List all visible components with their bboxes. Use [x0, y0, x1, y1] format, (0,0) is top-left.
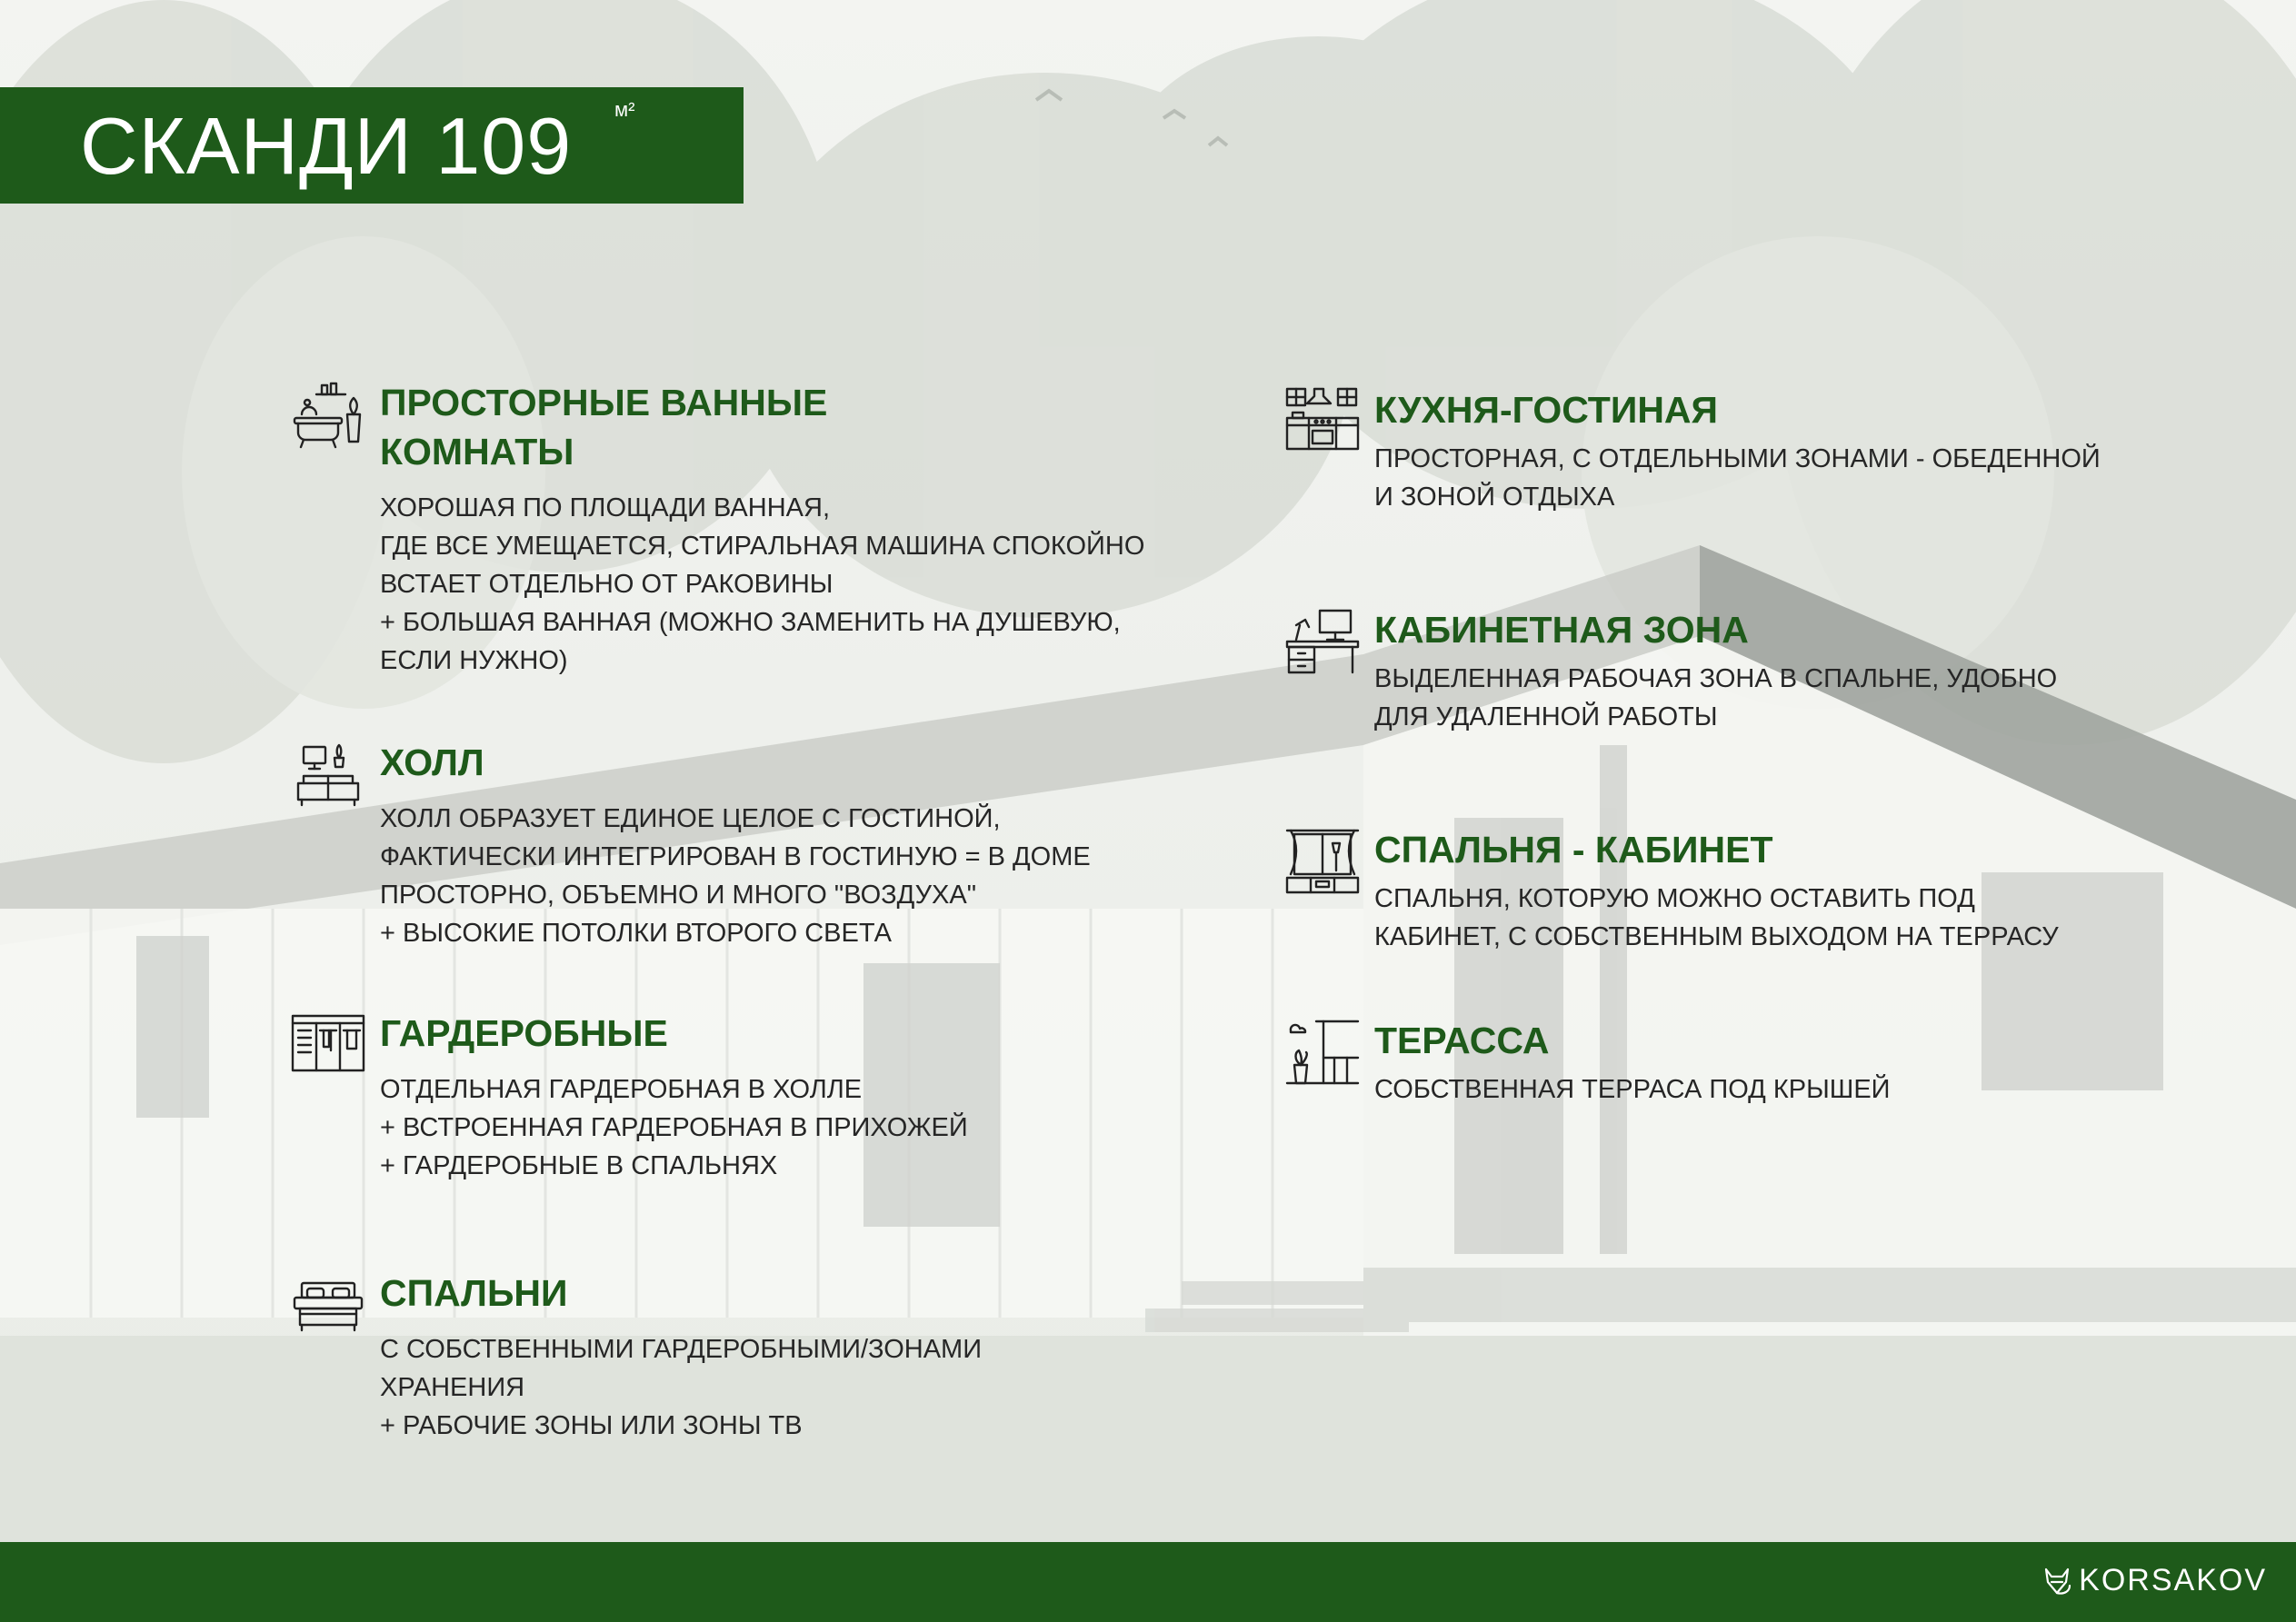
- bed-icon: [289, 1269, 367, 1347]
- feature-desc-line: + ГАРДЕРОБНЫЕ В СПАЛЬНЯХ: [380, 1151, 778, 1180]
- desk-computer-icon: [1283, 605, 1362, 683]
- area-unit: м²: [614, 98, 635, 121]
- feature-desc-line: ПРОСТОРНО, ОБЪЕМНО И МНОГО "ВОЗДУХА": [380, 881, 977, 910]
- feature-title-line: ПРОСТОРНЫЕ ВАННЫЕ: [380, 382, 828, 423]
- brand-name: KORSAKOV: [2079, 1562, 2267, 1597]
- title-banner: [0, 87, 744, 204]
- feature-desc-line: ХОЛЛ ОБРАЗУЕТ ЕДИНОЕ ЦЕЛОЕ С ГОСТИНОЙ,: [380, 804, 1001, 833]
- feature-title: КУХНЯ-ГОСТИНАЯ: [1374, 389, 1719, 431]
- feature-desc-line: СПАЛЬНЯ, КОТОРУЮ МОЖНО ОСТАВИТЬ ПОД: [1374, 884, 1975, 913]
- feature-desc-line: И ЗОНОЙ ОТДЫХА: [1374, 483, 1615, 512]
- feature-desc-line: С СОБСТВЕННЫМИ ГАРДЕРОБНЫМИ/ЗОНАМИ: [380, 1335, 983, 1364]
- feature-desc-line: ПРОСТОРНАЯ, С ОТДЕЛЬНЫМИ ЗОНАМИ - ОБЕДЕННОЙ: [1374, 444, 2101, 473]
- feature-desc-line: ЕСЛИ НУЖНО): [380, 646, 568, 675]
- feature-desc-line: КАБИНЕТ, С СОБСТВЕННЫМ ВЫХОДОМ НА ТЕРРАСУ: [1374, 922, 2059, 951]
- feature-title: ХОЛЛ: [380, 741, 484, 783]
- feature-title: СПАЛЬНЯ - КАБИНЕТ: [1374, 829, 1773, 871]
- page-title: СКАНДИ 109: [80, 101, 573, 191]
- feature-desc-line: СОБСТВЕННАЯ ТЕРРАСА ПОД КРЫШЕЙ: [1374, 1075, 1891, 1104]
- sofa-tv-icon: [289, 738, 367, 816]
- feature-desc-line: + РАБОЧИЕ ЗОНЫ ИЛИ ЗОНЫ ТВ: [380, 1411, 803, 1440]
- feature-title: ТЕРАССА: [1374, 1020, 1550, 1061]
- wardrobe-icon: [289, 1009, 367, 1087]
- feature-title: СПАЛЬНИ: [380, 1272, 568, 1314]
- window-curtains-icon: [1283, 825, 1362, 903]
- kitchen-icon: [1283, 385, 1362, 463]
- feature-desc-line: + ВСТРОЕННАЯ ГАРДЕРОБНАЯ В ПРИХОЖЕЙ: [380, 1113, 968, 1142]
- feature-title-line: КОМНАТЫ: [380, 431, 574, 473]
- feature-desc-line: + ВЫСОКИЕ ПОТОЛКИ ВТОРОГО СВЕТА: [380, 919, 892, 948]
- feature-title: ГАРДЕРОБНЫЕ: [380, 1012, 668, 1054]
- feature-desc-line: ГДЕ ВСЕ УМЕЩАЕТСЯ, СТИРАЛЬНАЯ МАШИНА СПОКОЙНО: [380, 532, 1145, 561]
- fox-logo-icon: [2039, 1562, 2075, 1598]
- feature-desc-line: ВСТАЕТ ОТДЕЛЬНО ОТ РАКОВИНЫ: [380, 570, 834, 599]
- feature-title: КАБИНЕТНАЯ ЗОНА: [1374, 609, 1749, 651]
- feature-desc-line: + БОЛЬШАЯ ВАННАЯ (МОЖНО ЗАМЕНИТЬ НА ДУШЕВУЮ,: [380, 608, 1121, 637]
- brand-logo: [2039, 1562, 2267, 1598]
- footer-bar: [0, 1542, 2296, 1622]
- terrace-icon: [1283, 1016, 1362, 1094]
- bathtub-icon: [289, 378, 367, 456]
- feature-desc-line: ХОРОШАЯ ПО ПЛОЩАДИ ВАННАЯ,: [380, 493, 830, 522]
- feature-desc-line: ХРАНЕНИЯ: [380, 1373, 525, 1402]
- feature-desc-line: ДЛЯ УДАЛЕННОЙ РАБОТЫ: [1374, 702, 1718, 731]
- feature-desc-line: ВЫДЕЛЕННАЯ РАБОЧАЯ ЗОНА В СПАЛЬНЕ, УДОБНО: [1374, 664, 2058, 693]
- feature-desc-line: ФАКТИЧЕСКИ ИНТЕГРИРОВАН В ГОСТИНУЮ = В ДОМЕ: [380, 842, 1091, 871]
- feature-desc-line: ОТДЕЛЬНАЯ ГАРДЕРОБНАЯ В ХОЛЛЕ: [380, 1075, 863, 1104]
